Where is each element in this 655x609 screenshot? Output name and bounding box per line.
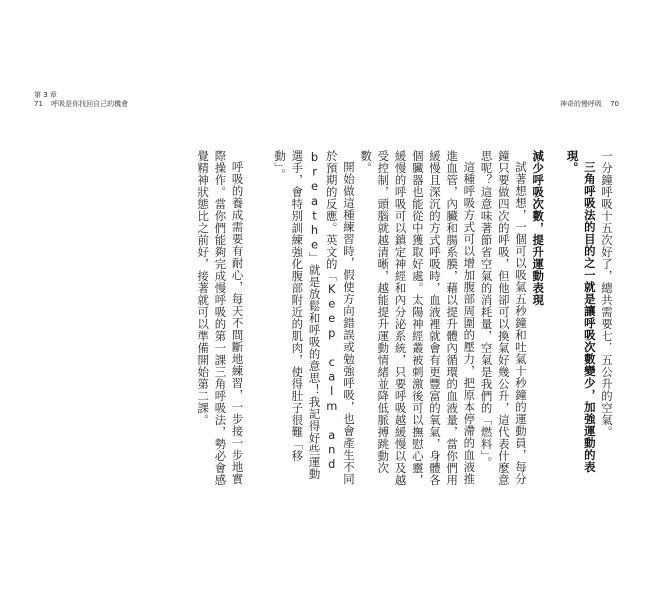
- paragraph: 呼吸的養成需要有耐心，每天不間斷地練習，一步接一步地實際操作。當你們能夠完成慢呼吸的第一課三角呼吸法，勢必會感覺精神狀態比之前好，接著就可以準備開始第二課。: [196, 150, 245, 486]
- paragraph: 一分鐘呼吸十五次好了，總共需要七．五公升的空氣。: [600, 150, 614, 438]
- left-page-number: 71: [34, 100, 43, 108]
- left-page-body: [194, 150, 246, 490]
- right-page-body: [271, 150, 615, 490]
- paragraph: 試著想想，一個可以吸氣五秒鐘和吐氣十秒鐘的運動員，每分鐘只要做四次的呼吸，但他卻可以換氣好幾公升，這代表什麼意思呢？這意味著節省空氣的消耗量，空氣是我們的「燃料」。: [479, 150, 528, 486]
- paragraph: 開始做這種練習時，假使方向錯誤或勉強呼吸，也會產生不同於預期的反應。英文的「Keep calm and breathe」就是放鬆和呼吸的意思！我記得好些運動選手，會特別訓練強化腹部附近的肌肉，使得肚子很難「移動」。: [273, 150, 356, 486]
- paragraph: 這種呼吸方式可以增加腹部周圍的壓力，把原本停滯的血液推進血管，內臟和腸系膜，藉以提升體內循環的血液量，當你們用緩慢且深沉的方式呼吸時，血液裡就會有更豐富的氧氣，身體各個臟器也能從中獲取好處。太陽神經叢被刺激後可以撫慰心靈，緩慢的呼吸可以鎮定神經和內分泌系統，只要呼吸越緩慢以及越受控制，頭腦就越清晰，越能提升運動情緒並降低脈搏跳動次數。: [359, 150, 477, 486]
- section-heading: 減少呼吸次數，提升運動表現: [531, 150, 546, 306]
- emphasis-paragraph: 三角呼吸法的目的之一就是讓呼吸次數變少，加強運動的表現。: [565, 150, 597, 474]
- right-running-header: [560, 100, 619, 109]
- right-page-number: 70: [610, 100, 619, 108]
- chapter-label: 第 3 章: [34, 91, 57, 99]
- left-running-header: [34, 100, 128, 109]
- left-chapter-title: 呼吸是你找回自己的機會: [51, 100, 129, 108]
- right-book-title: 神奇的慢呼吸: [559, 100, 602, 108]
